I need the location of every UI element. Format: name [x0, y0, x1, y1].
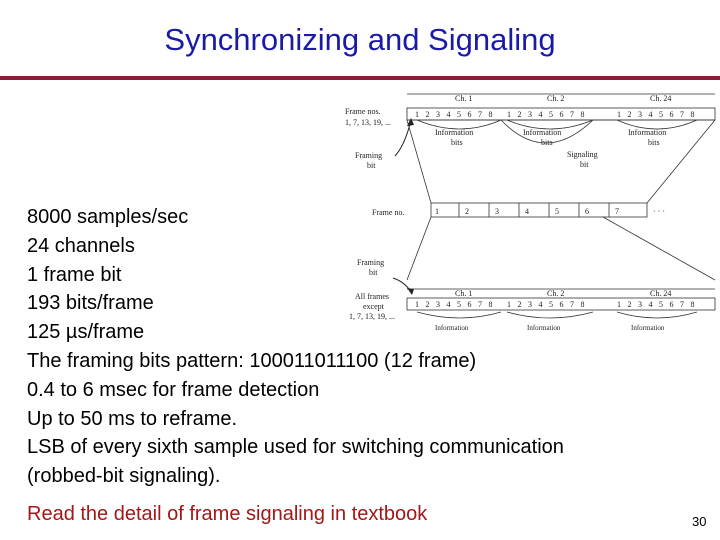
all-frames-label: All frames	[355, 292, 389, 301]
bit-digit: 3	[638, 110, 642, 119]
bullet-list	[27, 203, 564, 491]
bit-digit: 2	[517, 300, 522, 309]
bit-digit: 2	[425, 110, 430, 119]
framing-bit-label: Framing	[355, 151, 383, 160]
bullet-item: 1 frame bit	[27, 263, 122, 286]
bit-digit: 3	[436, 300, 440, 309]
slide-title: Synchronizing and Signaling	[164, 22, 556, 57]
bit-digit: 6	[669, 110, 674, 119]
bit-digit: 8	[690, 110, 695, 119]
bullet-item: 125 µs/frame	[27, 321, 145, 344]
bit-digit: 8	[488, 300, 493, 309]
bit-digit: 6	[467, 300, 472, 309]
bit-digit: 5	[659, 110, 663, 119]
bit-digit: 5	[549, 110, 553, 119]
frame-no-label: Frame no.	[372, 208, 405, 217]
bullet-item: LSB of every sixth sample used for switching communication	[27, 436, 564, 459]
frame-number: 3	[495, 207, 499, 216]
bit-digit: 8	[580, 300, 585, 309]
ch1-label: Ch. 1	[455, 94, 473, 103]
frame-number: 1	[435, 207, 439, 216]
bit-digit: 7	[570, 110, 574, 119]
bit-digit: 6	[669, 300, 674, 309]
bit-digit: 7	[570, 300, 574, 309]
info-bottom-3: Information	[631, 324, 665, 332]
bit-digit: 1	[617, 300, 621, 309]
bit-digit: 1	[415, 300, 419, 309]
signaling-bit-label-b: bit	[580, 160, 589, 169]
bit-digit: 5	[659, 300, 663, 309]
bit-digit: 3	[528, 110, 532, 119]
info-label-3: Information	[628, 128, 667, 137]
bit-digit: 1	[415, 110, 419, 119]
bit-digit: 3	[638, 300, 642, 309]
bit-digit: 7	[680, 110, 684, 119]
frame-number: 4	[525, 207, 529, 216]
bullet-item: 24 channels	[27, 234, 135, 257]
bullet-item: Up to 50 ms to reframe.	[27, 407, 238, 430]
info-bottom-1: Information	[435, 324, 469, 332]
frame-number: 7	[615, 207, 619, 216]
page-number: 30	[692, 514, 707, 529]
ch2-label: Ch. 2	[547, 94, 565, 103]
bit-digit: 4	[446, 110, 451, 119]
bullet-item: 0.4 to 6 msec for frame detection	[27, 378, 320, 401]
bit-digit: 2	[627, 300, 632, 309]
frame-nos-label: Frame nos.	[345, 107, 381, 116]
frame-number: 2	[465, 207, 469, 216]
ch1b-label: Ch. 1	[455, 289, 473, 298]
bit-digit: 4	[538, 110, 543, 119]
bit-digit: 4	[446, 300, 451, 309]
frame-number: 6	[585, 207, 589, 216]
bit-digit: 2	[517, 110, 522, 119]
svg-text:· · ·: · · ·	[653, 207, 665, 216]
footer-note: Read the detail of frame signaling in textbook	[27, 503, 428, 525]
bit-digit: 8	[580, 110, 585, 119]
bit-digit: 6	[467, 110, 472, 119]
bit-digit: 1	[507, 110, 511, 119]
info-label-1b: bits	[451, 138, 463, 147]
frame-nos-sub: 1, 7, 13, 19, ...	[345, 118, 391, 127]
bit-digit: 7	[680, 300, 684, 309]
bit-digit: 5	[549, 300, 553, 309]
ch24b-label: Ch. 24	[650, 289, 672, 298]
bit-digit: 4	[648, 110, 653, 119]
except-label: except	[363, 302, 384, 311]
info-label-1: Information	[435, 128, 474, 137]
info-label-2b: bits	[541, 138, 553, 147]
framing-bit2-label: Framing	[357, 258, 385, 267]
bullet-item: 8000 samples/sec	[27, 206, 189, 228]
info-label-3b: bits	[648, 138, 660, 147]
bit-digit: 1	[507, 300, 511, 309]
bit-digit: 7	[478, 300, 482, 309]
except-nums-label: 1, 7, 13, 19, ...	[349, 312, 395, 321]
bit-digit: 6	[559, 110, 564, 119]
bit-digit: 3	[528, 300, 532, 309]
bullet-item: 193 bits/frame	[27, 292, 154, 315]
bit-digit: 8	[488, 110, 493, 119]
title-divider	[0, 76, 720, 80]
bit-digit: 2	[627, 110, 632, 119]
bit-digit: 8	[690, 300, 695, 309]
bit-digit: 2	[425, 300, 430, 309]
bit-digit: 4	[538, 300, 543, 309]
info-label-2: Information	[523, 128, 562, 137]
bit-digit: 7	[478, 110, 482, 119]
signaling-bit-label: Signaling	[567, 150, 598, 159]
bit-digit: 4	[648, 300, 653, 309]
framing-bit-label-b: bit	[367, 161, 376, 170]
bit-digit: 1	[617, 110, 621, 119]
framing-bit2-label-b: bit	[369, 268, 378, 277]
bullet-item: (robbed-bit signaling).	[27, 465, 221, 488]
bit-digit: 6	[559, 300, 564, 309]
ch24-label: Ch. 24	[650, 94, 672, 103]
bit-digit: 5	[457, 110, 461, 119]
bit-digit: 5	[457, 300, 461, 309]
bullet-item: The framing bits pattern: 100011011100 (12 frame)	[27, 349, 477, 372]
ch2b-label: Ch. 2	[547, 289, 565, 298]
info-bottom-2: Information	[527, 324, 561, 332]
bit-digit: 3	[436, 110, 440, 119]
frame-number: 5	[555, 207, 559, 216]
